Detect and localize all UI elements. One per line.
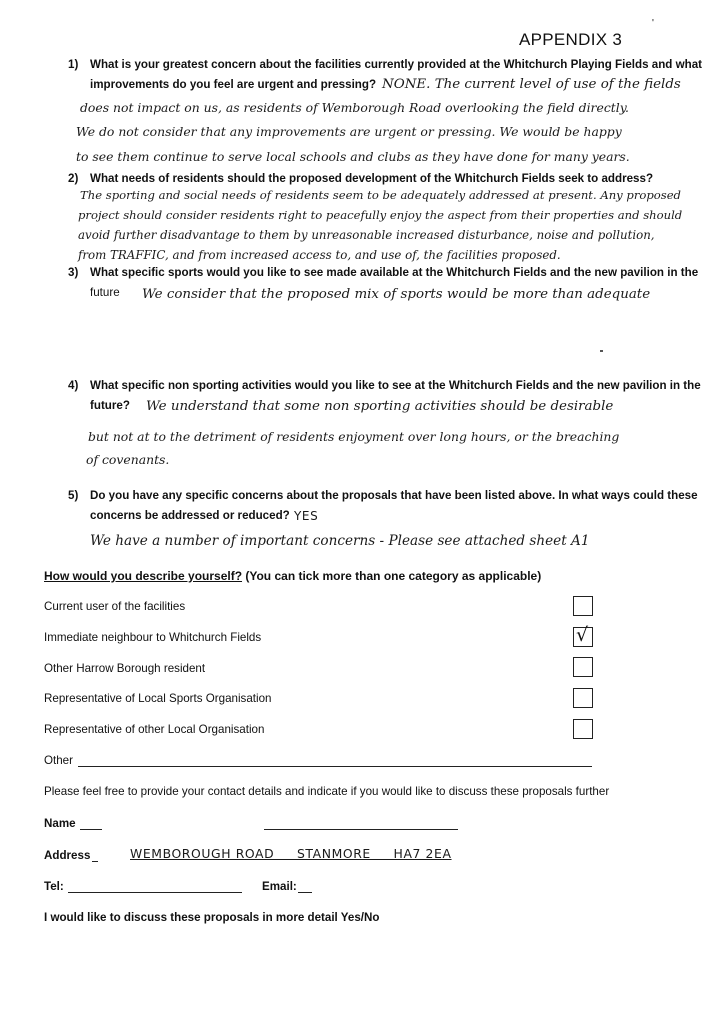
name-label: Name	[44, 817, 76, 830]
answer-2-line-1: The sporting and social needs of residents seem to be adequately addressed at present. Any proposed	[80, 188, 681, 202]
checkbox-immediate-neighbour[interactable]	[573, 624, 593, 647]
question-1: 1) What is your greatest concern about the facilities currently provided at the Whitchurch Playing Fields and what	[68, 58, 703, 71]
address-label: Address	[44, 849, 91, 862]
option-label-other-harrow: Other Harrow Borough resident	[44, 662, 206, 675]
address-value[interactable]: WEMBOROUGH ROAD STANMORE HA7 2EA	[130, 846, 452, 861]
answer-3-inline: We consider that the proposed mix of sports would be more than adequate	[142, 287, 651, 302]
answer-1-line-1: does not impact on us, as residents of Wemborough Road overlooking the field directly.	[80, 100, 629, 115]
answer-5-line-1: We have a number of important concerns - Please see attached sheet A1	[90, 533, 590, 549]
email-label: Email:	[262, 880, 297, 893]
option-label-other-org: Representative of other Local Organisation	[44, 723, 265, 736]
check-mark-icon: √	[576, 624, 589, 646]
option-label-current-user: Current user of the facilities	[44, 600, 186, 613]
appendix-label: APPENDIX 3	[519, 30, 623, 49]
question-4: 4) What specific non sporting activities would you like to see at the Whitchurch Fields and the new pavilion in the	[68, 379, 701, 392]
option-label-immediate-neighbour: Immediate neighbour to Whitchurch Fields	[44, 631, 262, 644]
answer-2-line-4: from TRAFFIC, and from increased access to, and use of, the facilities proposed.	[78, 248, 561, 262]
address-line-left	[92, 861, 98, 862]
question-2: 2) What needs of residents should the proposed development of the Whitchurch Fields seek to address?	[68, 172, 654, 185]
answer-2-line-2: project should consider residents right to peacefully enjoy the aspect from their properties and should	[78, 208, 683, 222]
checkbox-current-user[interactable]	[573, 596, 593, 616]
answer-4-inline: We understand that some non sporting activities should be desirable	[146, 399, 614, 414]
answer-4-line-1: but not at to the detriment of residents enjoyment over long hours, or the breaching	[88, 429, 620, 444]
question-1-line-2: improvements do you feel are urgent and pressing?	[90, 78, 377, 91]
name-line-left	[80, 829, 102, 830]
answer-1-inline: NONE. The current level of use of the fields	[382, 77, 681, 92]
answer-1-line-2: We do not consider that any improvements are urgent or pressing. We would be happy	[76, 124, 622, 139]
scan-speck	[600, 350, 603, 352]
name-input-line[interactable]	[264, 829, 458, 830]
question-5-line-2: concerns be addressed or reduced?	[90, 509, 290, 522]
answer-2-line-3: avoid further disadvantage to them by unreasonable increased disturbance, noise and pollution,	[78, 228, 655, 242]
tel-input-line[interactable]	[68, 892, 242, 893]
question-4-future-label: future?	[90, 399, 130, 412]
option-label-sports-org: Representative of Local Sports Organisation	[44, 692, 272, 705]
question-3: 3) What specific sports would you like to see made available at the Whitchurch Fields and the new pavilion in the	[68, 266, 699, 279]
contact-intro: Please feel free to provide your contact details and indicate if you would like to discuss these proposals further	[44, 785, 610, 798]
describe-heading: How would you describe yourself? (You can tick more than one category as applicable)	[44, 569, 542, 583]
corner-mark: '	[652, 18, 654, 29]
other-input-line[interactable]	[78, 766, 592, 767]
question-1-line-1: What is your greatest concern about the facilities currently provided at the Whitchurch Playing Fields and what	[90, 58, 703, 71]
answer-1-line-3: to see them continue to serve local schools and clubs as they have done for many years.	[76, 149, 630, 164]
question-3-future-label: future	[90, 286, 120, 299]
tel-label: Tel:	[44, 880, 64, 893]
checkbox-other-harrow[interactable]	[573, 657, 593, 677]
answer-5-inline: YES	[294, 509, 319, 523]
email-input-line[interactable]	[298, 892, 312, 893]
checkbox-sports-org[interactable]	[573, 688, 593, 708]
other-label: Other	[44, 754, 73, 767]
question-5: 5) Do you have any specific concerns about the proposals that have been listed above. In what ways could these	[68, 489, 698, 502]
checkbox-other-org[interactable]	[573, 719, 593, 739]
discuss-statement: I would like to discuss these proposals in more detail Yes/No	[44, 911, 380, 924]
answer-4-line-2: of covenants.	[86, 452, 170, 467]
